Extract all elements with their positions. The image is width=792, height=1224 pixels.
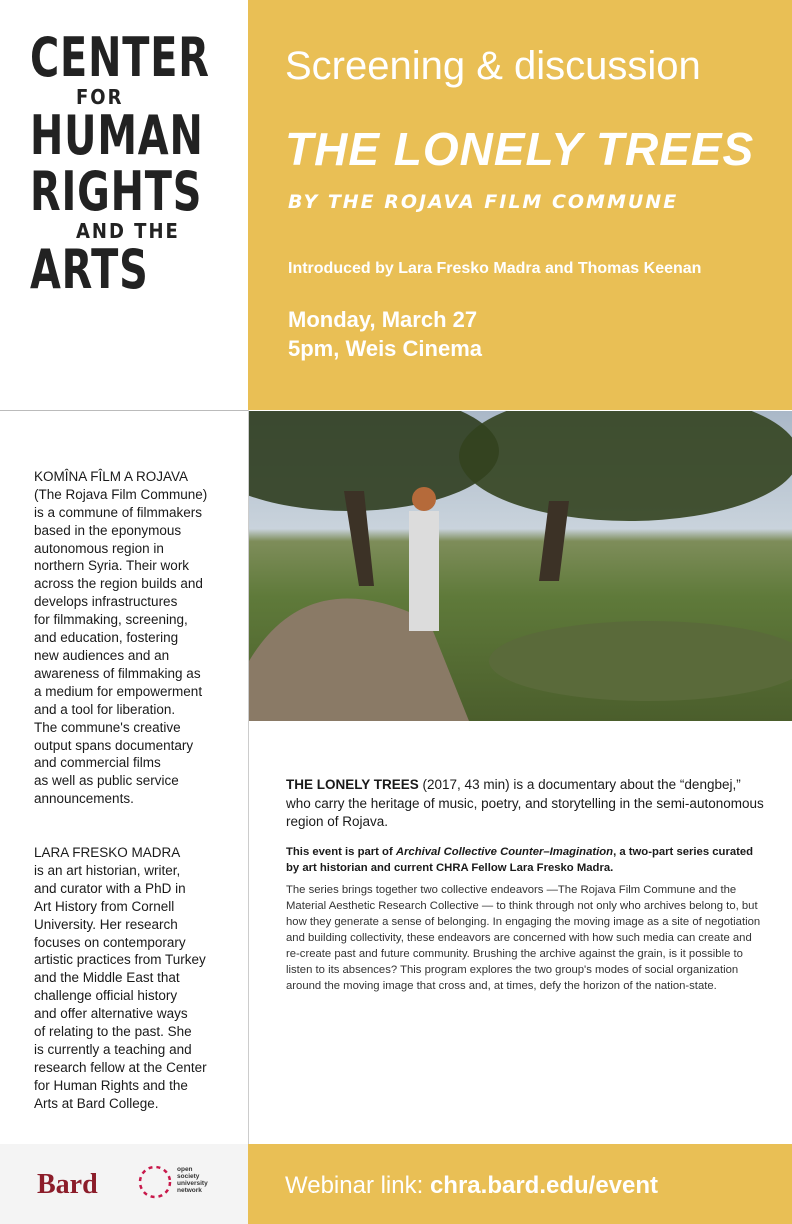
byline: BY THE ROJAVA FILM COMMUNE	[288, 191, 679, 213]
summary-text: (2017, 43 min) is a documentary about the “dengbej,” who carry the heritage of music, poetry, and storytelling in the semi-autonomous region of Rojava.	[286, 777, 764, 829]
logo-human: HUMAN	[30, 104, 204, 167]
bard-logo: Bard	[37, 1169, 98, 1200]
divider	[0, 410, 248, 411]
subtitle: Screening & discussion	[285, 44, 701, 88]
osun-logo-text: open society university network	[177, 1166, 208, 1194]
bio-lara-fresko-madra: LARA FRESKO MADRA is an art historian, writer, and curator with a PhD in Art History from Cornell University. Her research focuses on contemporary artistic practices from Turkey and the Middle East that challenge official history and offer alternative ways of relating to the past. She is currently a teaching and research fellow at the Center for Human Rights and the Arts at Bard College.	[34, 845, 207, 1111]
main-description	[286, 776, 766, 994]
series-note	[286, 844, 766, 876]
footer-logos	[0, 1144, 248, 1224]
series-title: Archival Collective Counter–Imagination	[395, 845, 614, 858]
series-text: This event is part of	[286, 845, 396, 858]
osun-logo-icon	[137, 1164, 173, 1200]
event-time: 5pm, Weis Cinema	[288, 336, 482, 361]
introduced-by: Introduced by Lara Fresko Madra and Thomas Keenan	[288, 260, 702, 277]
hero-banner	[248, 0, 792, 410]
film-still-image	[249, 411, 792, 721]
webinar-footer	[248, 1144, 792, 1224]
event-datetime	[288, 305, 482, 363]
film-title: THE LONELY TREES	[285, 123, 755, 175]
webinar-link[interactable]: chra.bard.edu/event	[429, 1172, 659, 1199]
logo-arts: ARTS	[30, 238, 149, 301]
film-title-inline: THE LONELY TREES	[286, 777, 419, 792]
logo-rights: RIGHTS	[30, 160, 203, 223]
series-text: , a two-part series curated by art historian and current CHRA Fellow Lara Fresko Madra.	[286, 845, 754, 874]
series-description: The series brings together two collective endeavors —The Rojava Film Commune and the Material Aesthetic Research Collective — to think through not only who archives belong to, but how they generate a sense of belonging. In engaging the moving image as a site of negotiation and building collectivity, these endeavors are concerned with how such media can create and re-create past and future community. Brushing the archive against the grain, is it possible to listen to its absences? This program explores the two group's modes of social organization around the moving image that cross and, at times, defy the horizon of the nation-state.	[286, 883, 761, 992]
event-date: Monday, March 27	[288, 307, 478, 332]
chra-logo	[0, 0, 248, 410]
bio-rojava-film-commune: KOMÎNA FÎLM A ROJAVA (The Rojava Film Commune) is a commune of filmmakers based in the eponymous autonomous region in northern Syria. Their work across the region builds and develops infrastructures for filmmaking, screening, and education, fostering new audiences and an awareness of filmmaking as a medium for empowerment and a tool for liberation. The commune's creative output spans documentary and commercial films as well as public service announcements.	[34, 468, 208, 807]
logo-for: FOR	[76, 85, 124, 109]
logo-and-the: AND THE	[76, 219, 180, 243]
webinar-label: Webinar link:	[285, 1172, 430, 1199]
sidebar-bios	[34, 450, 246, 1149]
film-summary	[286, 776, 766, 832]
logo-center: CENTER	[30, 26, 210, 89]
